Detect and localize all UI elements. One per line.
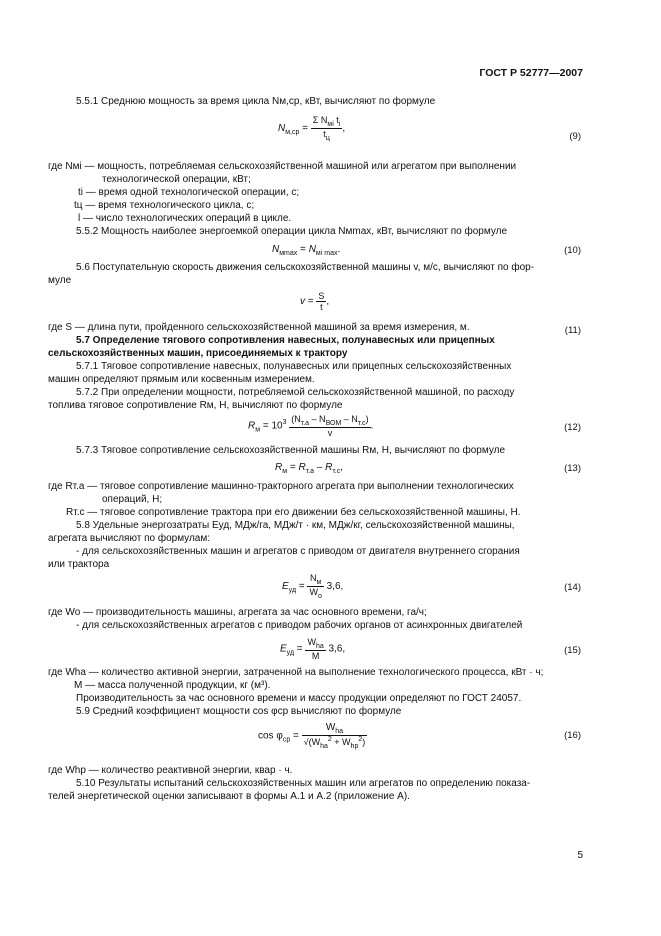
text-line: - для сельскохозяйственных агрегатов с приводом рабочих органов от асинхронных двигателей bbox=[76, 620, 523, 631]
text-line: технологической операции, кВт; bbox=[102, 174, 251, 185]
formula-13: $R_м = R_{т.а} - R_{т.с}$, bbox=[275, 462, 343, 475]
text-line: - для сельскохозяйственных машин и агрегатов с приводом от двигателя внутреннего сгорания bbox=[76, 546, 520, 557]
text-line: ti — время одной технологической операции, с; bbox=[78, 187, 300, 198]
equation-number: (12) bbox=[564, 422, 581, 433]
equation-number: (14) bbox=[564, 582, 581, 593]
text-line: где Rт.а — тяговое сопротивление машинно-тракторного агрегата при выполнении технологических bbox=[48, 481, 514, 492]
text-line: Производительность за час основного времени и массу продукции определяют по ГОСТ 24057. bbox=[76, 693, 522, 704]
equation-number: (9) bbox=[569, 131, 581, 142]
text-line: машин определяют прямым или косвенным измерением. bbox=[48, 374, 315, 385]
text-line: телей энергетической оценки записывают в формы А.1 и А.2 (приложение А). bbox=[48, 791, 410, 802]
formula-15: $E_{уд}$ = $\frac{W_{ha}}{M}$ 3,6, bbox=[280, 637, 346, 661]
section-heading: 5.7 Определение тягового сопротивления навесных, полунавесных или прицепных bbox=[76, 335, 495, 346]
text-line: где S — длина пути, пройденного сельскохозяйственной машиной за время измерения, м. bbox=[48, 322, 470, 333]
text-line: операций, Н; bbox=[102, 494, 163, 505]
text-line: Rт.с — тяговое сопротивление трактора при его движении без сельскохозяйственной машины, Н. bbox=[66, 507, 521, 518]
equation-number: (11) bbox=[564, 325, 581, 336]
text-line: 5.9 Средний коэффициент мощности cos φср вычисляют по формуле bbox=[76, 706, 402, 717]
text-line: 5.8 Удельные энергозатраты Eуд, МДж/га, МДж/т · км, МДж/кг, сельскохозяйственной машины, bbox=[76, 520, 515, 531]
formula-9: $N_{м,ср}$ = $\frac{\Sigma N_{мi} t_i}{t_ц}$ , bbox=[278, 115, 346, 142]
text-line: 5.7.3 Тяговое сопротивление сельскохозяйственной машины Rм, Н, вычисляют по формуле bbox=[76, 445, 506, 456]
text-line: 5.5.1 Среднюю мощность за время цикла Nм,ср, кВт, вычисляют по формуле bbox=[76, 96, 436, 107]
text-line: где Wha — количество активной энергии, затраченной на выполнение технологического процесса, кВт · ч; bbox=[48, 667, 544, 678]
formula-12: $R_м = 10^3$ $\frac{(N_{т.а} - N_{ВОМ} - N_{т.с})}{v}$ . bbox=[248, 414, 374, 438]
formula-14: $E_{уд}$ = $\frac{N_м}{W_о}$ 3,6, bbox=[282, 573, 344, 600]
text-line: муле bbox=[48, 275, 72, 286]
text-line: M — масса полученной продукции, кг (м³). bbox=[74, 680, 271, 691]
text-line: 5.5.2 Мощность наиболее энергоемкой операции цикла Nмmax, кВт, вычисляют по формуле bbox=[76, 226, 508, 237]
text-line: 5.7.1 Тяговое сопротивление навесных, полунавесных или прицепных сельскохозяйственных bbox=[76, 361, 512, 372]
equation-number: (15) bbox=[564, 645, 581, 656]
text-line: агрегата вычисляют по формулам: bbox=[48, 533, 211, 544]
equation-number: (10) bbox=[564, 245, 581, 256]
text-line: где Whp — количество реактивной энергии, квар · ч. bbox=[48, 765, 293, 776]
text-line: tц — время технологического цикла, с; bbox=[74, 200, 255, 211]
text-line: 5.7.2 При определении мощности, потребляемой сельскохозяйственной машиной, по расходу bbox=[76, 387, 515, 398]
text-line: или трактора bbox=[48, 559, 110, 570]
text-line: l — число технологических операций в цикле. bbox=[78, 213, 292, 224]
equation-number: (13) bbox=[564, 463, 581, 474]
formula-10: $N_{мmax} = N_{мi max}$. bbox=[272, 244, 341, 257]
text-line: где Wо — производительность машины, агрегата за час основного времени, га/ч; bbox=[48, 607, 427, 618]
text-line: где Nмi — мощность, потребляемая сельскохозяйственной машиной или агрегатом при выполнении bbox=[48, 161, 517, 172]
equation-number: (16) bbox=[564, 730, 581, 741]
document-header: ГОСТ Р 52777—2007 bbox=[479, 67, 583, 79]
formula-16: $\cos \varphi_{ср}$ = $\frac{W_{ha}}{√(W_{ha}^2 + W_{hp}^2)}$ bbox=[258, 722, 366, 750]
text-line: топлива тяговое сопротивление Rм, Н, вычисляют по формуле bbox=[48, 400, 343, 411]
formula-11: v = $\frac{S}{t}$ , bbox=[300, 291, 330, 312]
page-number: 5 bbox=[577, 850, 583, 861]
section-heading: сельскохозяйственных машин, присоединяемых к трактору bbox=[48, 348, 348, 359]
text-line: 5.6 Поступательную скорость движения сельскохозяйственной машины v, м/с, вычисляют по фор- bbox=[76, 262, 535, 273]
text-line: 5.10 Результаты испытаний сельскохозяйственных машин или агрегатов по определению показа- bbox=[76, 778, 531, 789]
